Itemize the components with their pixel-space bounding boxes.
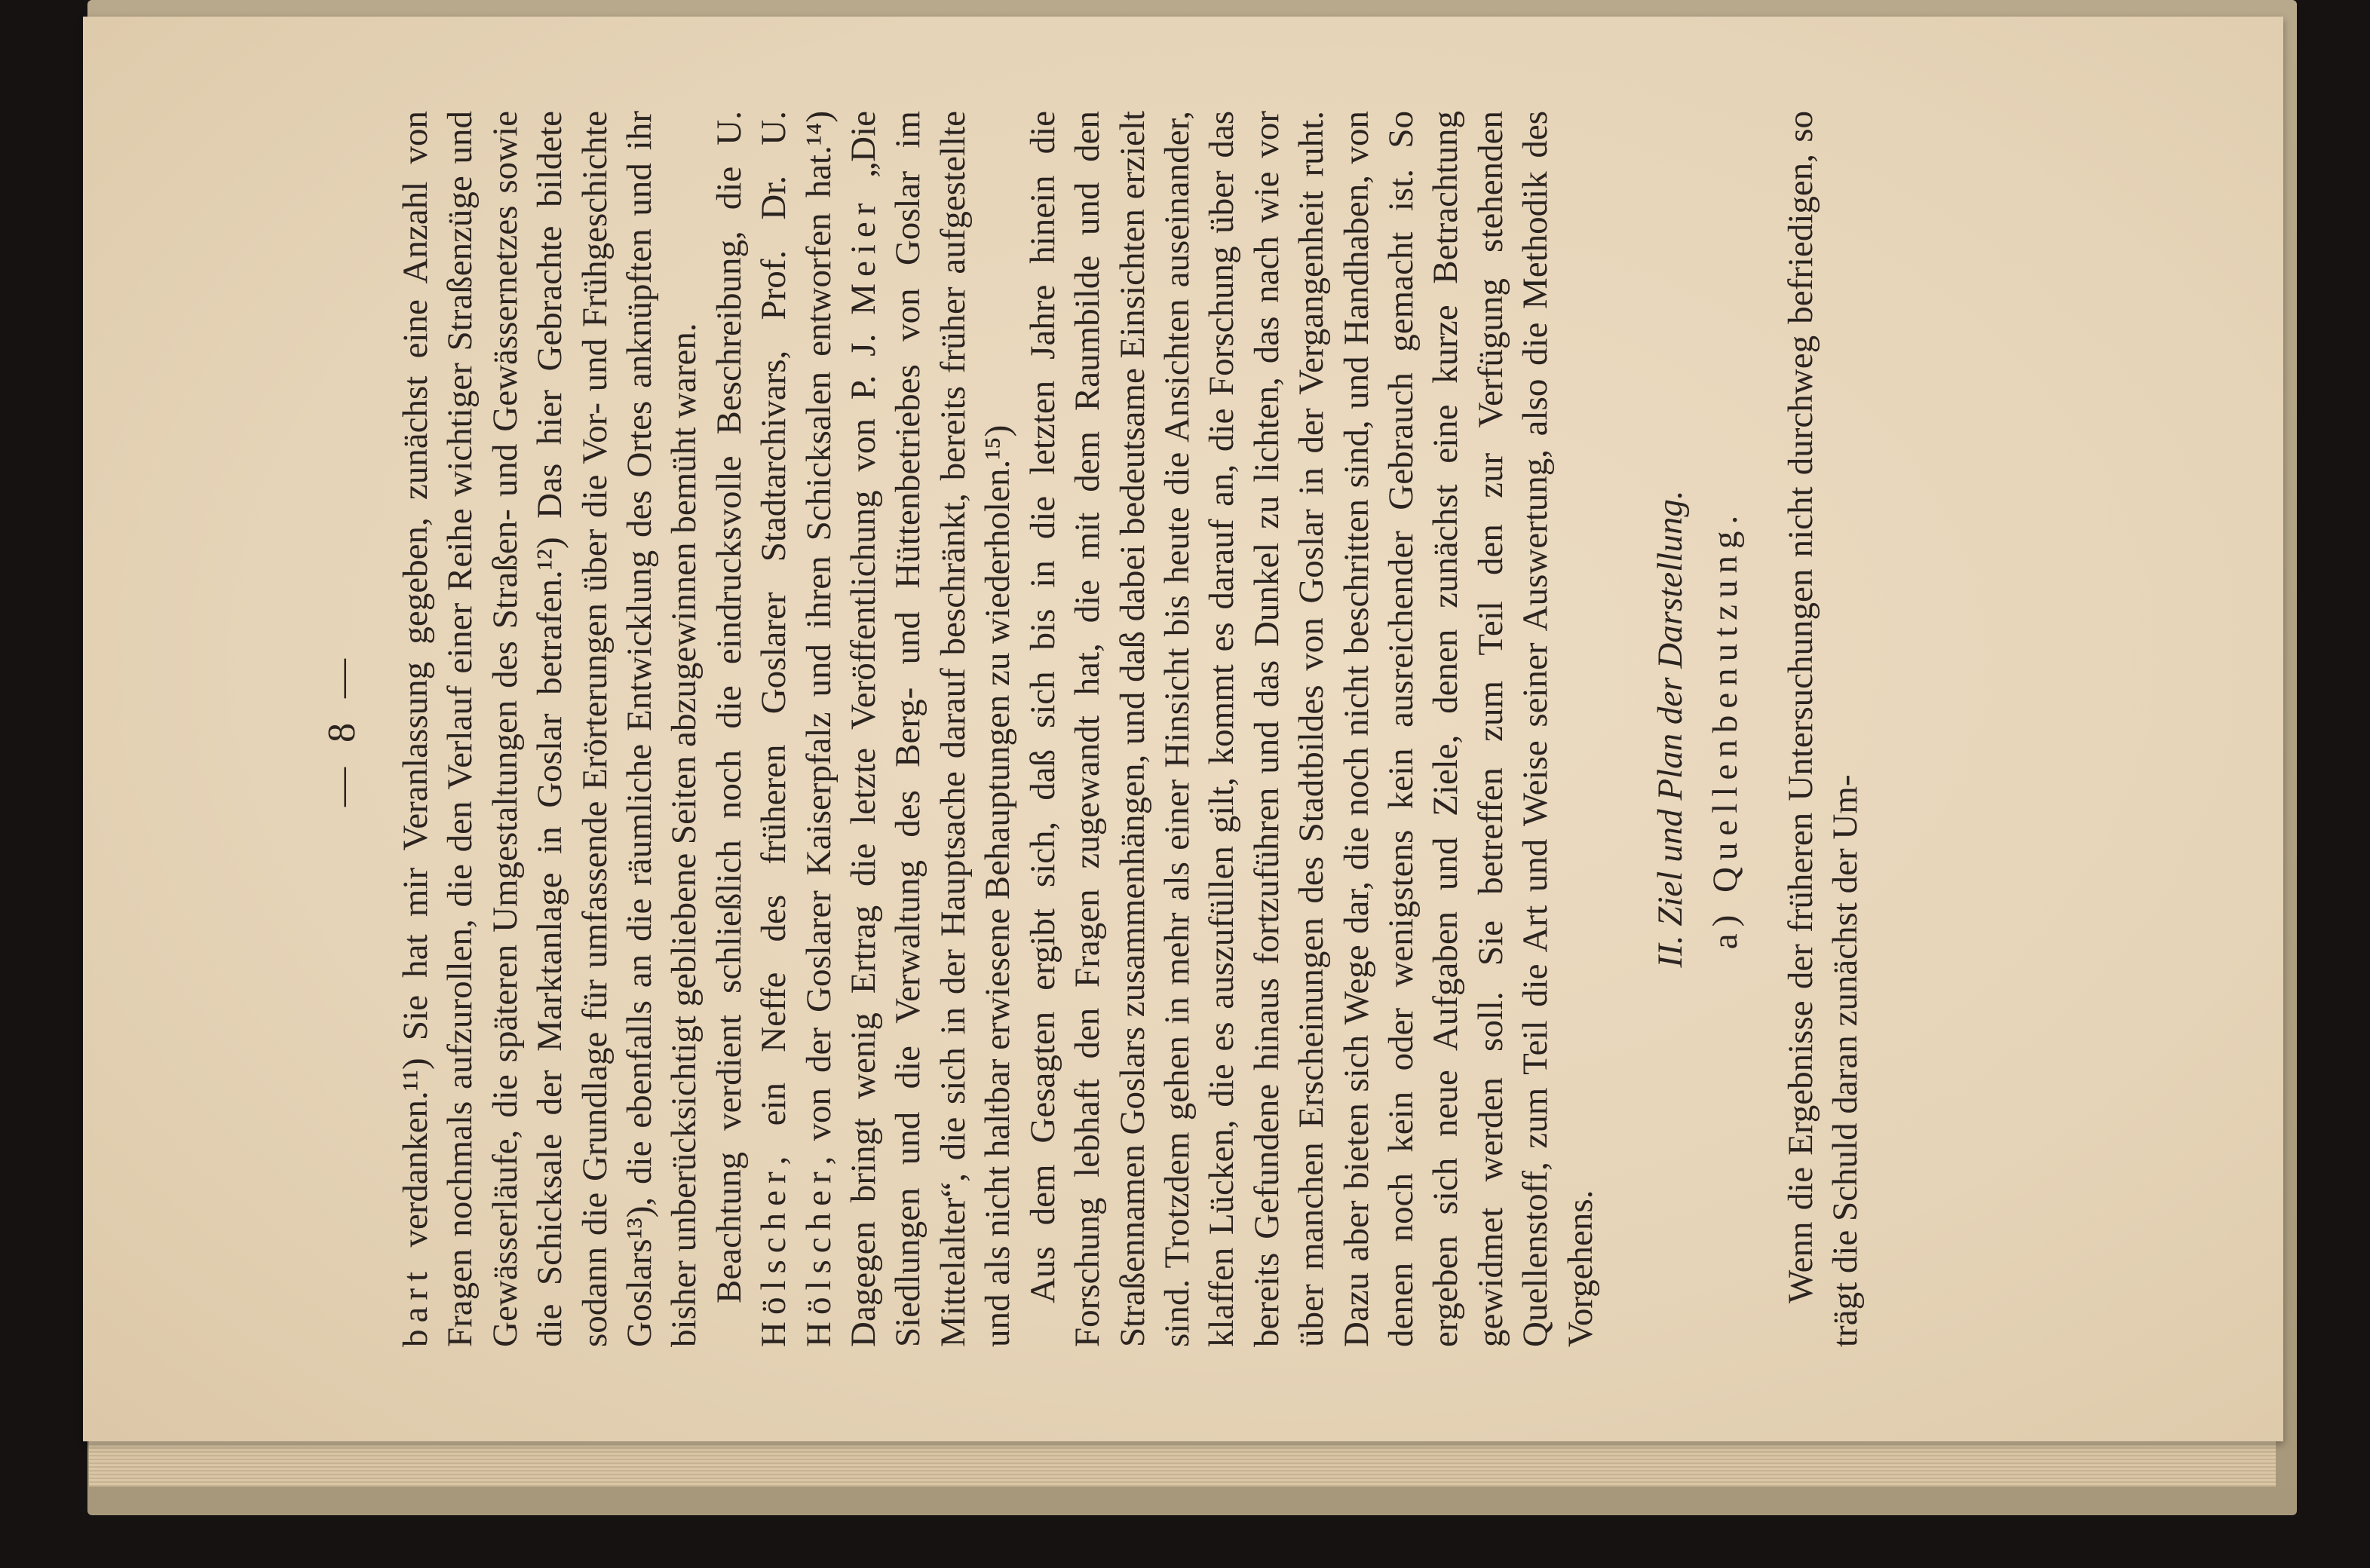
- paragraph-1-text: verdanken.¹¹) Sie hat mir Veranlassung gegeben, zunächst eine Anzahl von Fragen nochmals aufzurollen, die den Verlauf einer Reihe wichtiger Straßenzüge und Gewässerläufe, die späteren Umgestaltungen des Straßen- und Gewässernetzes sowie die Schicksale der Marktanlage in Goslar betrafen.¹²) Das hier Gebrachte bildete sodann die Grundlage für umfassende Erörterungen über die Vor- und Frühgeschichte Goslars¹³), die ebenfalls an die räumliche Entwicklung des Ortes anknüpften und ihr bisher unberücksichtigt gebliebene Seiten abzugewinnen bemüht waren.: [396, 111, 704, 1347]
- spaced-name-2: Hölscher: [799, 1165, 839, 1347]
- section-heading: II. Ziel und Plan der Darstellung.: [1650, 490, 1690, 968]
- paragraph-1: [394, 111, 707, 1347]
- paragraph-2-part-2: , ein Neffe des früheren Goslarer Stadtarchivars, Prof. Dr. U.: [754, 111, 794, 1165]
- paragraph-3: Aus dem Gesagten ergibt sich, daß sich bis in die letzten Jahre hinein die Forschung lebhaft den Fragen zugewandt hat, die mit dem Raumbilde und den Straßennamen Goslars zusammenhängen, und daß dabei bedeutsame Einsichten erzielt sind. Trotzdem gehen in mehr als einer Hinsicht bis heute die Ansichten auseinander, klaffen Lücken, die es auszufüllen gilt, kommt es darauf an, die Forschung über das bereits Gefundene hinaus fortzuführen und das Dunkel zu lichten, das nach wie vor über manchen Erscheinungen des Stadtbildes von Goslar in der Vergangenheit ruht. Dazu aber bieten sich Wege dar, die noch nicht beschritten sind, und Handhaben, von denen noch kein oder wenigstens kein ausreichender Gebrauch gemacht ist. So ergeben sich neue Aufgaben und Ziele, denen zunächst eine kurze Betrachtung gewidmet werden soll. Sie betreffen zum Teil den zur Verfügung stehenden Quellenstoff, zum Teil die Art und Weise seiner Auswertung, also die Methodik des Vorgehens.: [1023, 111, 1600, 1347]
- paragraph-2-part-4: „Die Siedlungen und die Verwaltung des Berg- und Hüttenbetriebes von Goslar im Mittelalter“, die sich in der Hauptsache darauf beschränkt, bereits früher aufgestellte und als nicht haltbar erwiesene Behauptungen zu wiederholen.¹⁵): [844, 110, 1018, 1347]
- paragraph-2: [707, 111, 1021, 1347]
- paragraph-2-part-3: , von der Goslarer Kaiserpfalz und ihren Schicksalen entworfen hat.¹⁴) Dagegen bringt wenig Ertrag die letzte Veröffentlichung von P. J.: [799, 111, 884, 1347]
- spaced-name-3: Meier: [844, 196, 884, 315]
- page-number: — 8 —: [320, 651, 363, 807]
- paragraph-4: Wenn die Ergebnisse der früheren Untersuchungen nicht durchweg befriedigen, so trägt die Schuld daran zunächst der Um-: [1780, 111, 1866, 1347]
- spaced-word: bart: [396, 1264, 435, 1347]
- paragraph-2-part-1: Beachtung verdient schließlich noch die eindrucksvolle Beschreibung, die U.: [709, 111, 749, 1303]
- body-text: [394, 111, 1869, 1347]
- spaced-name-1: Hölscher: [754, 1165, 794, 1347]
- rotated-text-block: [320, 111, 2047, 1347]
- page-stack: [89, 1441, 2276, 1487]
- subsection-heading: a) Quellenbenutzung.: [1706, 508, 1746, 950]
- book-page: [83, 17, 2283, 1441]
